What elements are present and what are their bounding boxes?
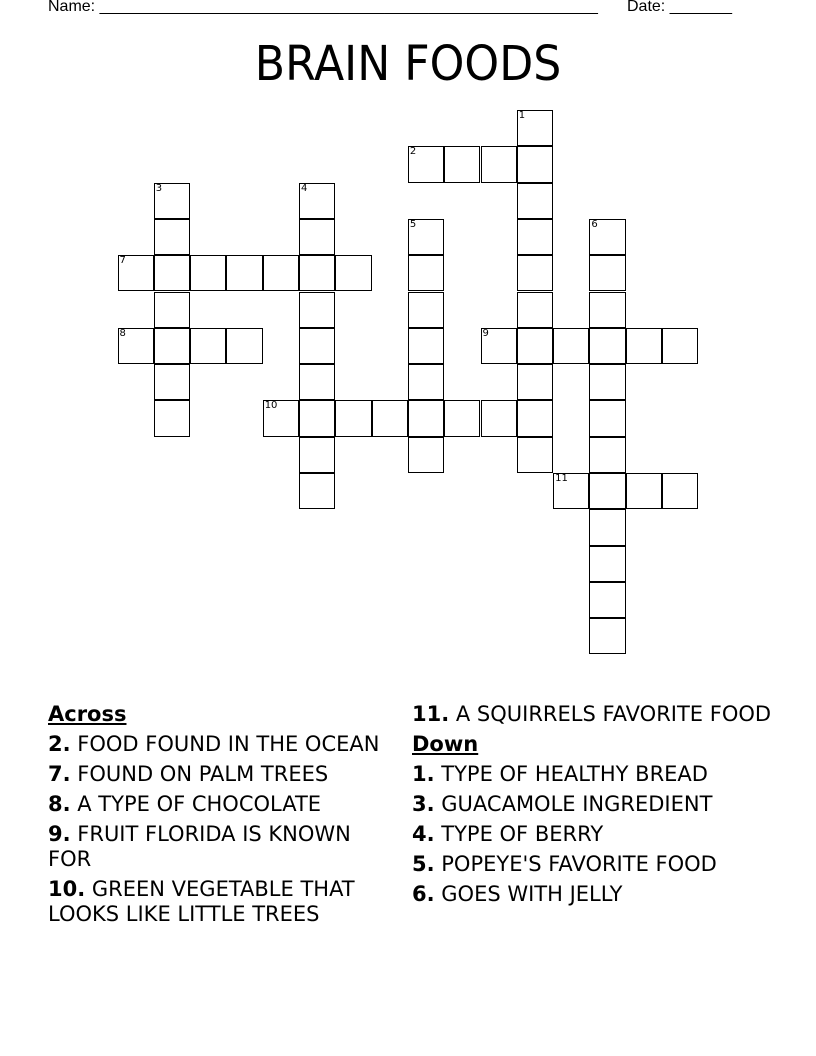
grid-cell[interactable] <box>154 328 190 364</box>
grid-cell[interactable] <box>299 183 335 219</box>
grid-cell[interactable] <box>589 618 625 654</box>
grid-cell[interactable] <box>299 219 335 255</box>
clue-across-9: 9. FRUIT FLORIDA IS KNOWN FOR <box>48 822 351 871</box>
grid-cell[interactable] <box>589 292 625 328</box>
grid-cell[interactable] <box>408 437 444 473</box>
cell-number: 2 <box>409 146 417 158</box>
grid-cell[interactable] <box>372 400 408 436</box>
grid-cell[interactable] <box>589 546 625 582</box>
cell-number: 1 <box>518 110 526 121</box>
grid-cell[interactable] <box>154 255 190 291</box>
grid-cell[interactable] <box>226 328 262 364</box>
grid-cell[interactable] <box>517 110 553 146</box>
across-heading: Across <box>48 702 127 726</box>
cell-number: 6 <box>591 218 598 230</box>
grid-cell[interactable] <box>335 255 371 291</box>
grid-cell[interactable] <box>408 292 444 328</box>
clue-down-1: 1. TYPE OF HEALTHY BREAD <box>412 762 708 786</box>
grid-cell[interactable] <box>517 437 553 473</box>
grid-cell[interactable] <box>589 582 625 618</box>
cell-number: 11 <box>555 473 568 484</box>
grid-cell[interactable] <box>589 437 625 473</box>
date-field[interactable]: Date: _______ <box>627 0 732 15</box>
grid-cell[interactable] <box>444 400 480 436</box>
grid-cell[interactable] <box>226 255 262 291</box>
grid-cell[interactable] <box>662 328 698 364</box>
grid-cell[interactable] <box>553 473 589 509</box>
grid-cell[interactable] <box>589 219 625 255</box>
grid-cell[interactable] <box>299 328 335 364</box>
grid-cell[interactable] <box>626 473 662 509</box>
clue-across-8: 8. A TYPE OF CHOCOLATE <box>48 792 322 816</box>
grid-cell[interactable] <box>408 255 444 291</box>
grid-cell[interactable] <box>589 400 625 436</box>
grid-cell[interactable] <box>408 328 444 364</box>
clues-left-column <box>48 702 388 932</box>
clue-down-3: 3. GUACAMOLE INGREDIENT <box>412 792 713 816</box>
grid-cell[interactable] <box>299 437 335 473</box>
cell-number: 10 <box>264 400 278 412</box>
grid-cell[interactable] <box>118 328 154 364</box>
grid-cell[interactable] <box>299 400 335 436</box>
grid-cell[interactable] <box>299 292 335 328</box>
grid-cell[interactable] <box>589 255 625 291</box>
grid-cell[interactable] <box>154 183 190 219</box>
grid-cell[interactable] <box>517 328 553 364</box>
clue-across-10: 10. GREEN VEGETABLE THAT LOOKS LIKE LITTLE TREES <box>48 877 355 926</box>
grid-cell[interactable] <box>517 219 553 255</box>
grid-cell[interactable] <box>154 364 190 400</box>
grid-cell[interactable] <box>190 328 226 364</box>
grid-cell[interactable] <box>481 400 517 436</box>
page-title: BRAIN FOODS <box>254 36 562 92</box>
grid-cell[interactable] <box>299 473 335 509</box>
grid-cell[interactable] <box>517 183 553 219</box>
clues-right-column <box>412 702 772 912</box>
grid-cell[interactable] <box>626 328 662 364</box>
grid-cell[interactable] <box>589 473 625 509</box>
grid-cell[interactable] <box>517 400 553 436</box>
grid-cell[interactable] <box>408 400 444 436</box>
cell-number: 3 <box>155 182 163 194</box>
grid-cell[interactable] <box>589 364 625 400</box>
clue-across-11: 11. A SQUIRRELS FAVORITE FOOD <box>412 702 772 726</box>
grid-cell[interactable] <box>190 255 226 291</box>
cell-number: 7 <box>119 255 126 267</box>
clue-across-7: 7. FOUND ON PALM TREES <box>48 762 329 786</box>
grid-cell[interactable] <box>263 255 299 291</box>
grid-cell[interactable] <box>481 328 517 364</box>
cell-number: 8 <box>119 327 126 339</box>
clue-down-5: 5. POPEYE'S FAVORITE FOOD <box>412 852 717 876</box>
grid-cell[interactable] <box>481 146 517 182</box>
grid-cell[interactable] <box>517 255 553 291</box>
cell-number: 9 <box>482 327 489 339</box>
grid-cell[interactable] <box>662 473 698 509</box>
cell-number: 5 <box>409 218 417 230</box>
clue-across-2: 2. FOOD FOUND IN THE OCEAN <box>48 732 380 756</box>
grid-cell[interactable] <box>299 364 335 400</box>
grid-cell[interactable] <box>154 219 190 255</box>
grid-cell[interactable] <box>589 328 625 364</box>
grid-cell[interactable] <box>299 255 335 291</box>
down-heading: Down <box>412 732 479 756</box>
grid-cell[interactable] <box>517 146 553 182</box>
grid-cell[interactable] <box>517 292 553 328</box>
cell-number: 4 <box>301 182 308 194</box>
grid-cell[interactable] <box>154 292 190 328</box>
grid-cell[interactable] <box>118 255 154 291</box>
grid-cell[interactable] <box>263 400 299 436</box>
grid-cell[interactable] <box>444 146 480 182</box>
name-field[interactable]: Name: ________________________________________________________ <box>48 0 598 15</box>
grid-cell[interactable] <box>154 400 190 436</box>
clue-down-4: 4. TYPE OF BERRY <box>412 822 604 846</box>
grid-cell[interactable] <box>408 364 444 400</box>
grid-cell[interactable] <box>408 146 444 182</box>
clue-down-6: 6. GOES WITH JELLY <box>412 882 623 906</box>
grid-cell[interactable] <box>589 509 625 545</box>
grid-cell[interactable] <box>408 219 444 255</box>
grid-cell[interactable] <box>335 400 371 436</box>
grid-cell[interactable] <box>517 364 553 400</box>
grid-cell[interactable] <box>553 328 589 364</box>
